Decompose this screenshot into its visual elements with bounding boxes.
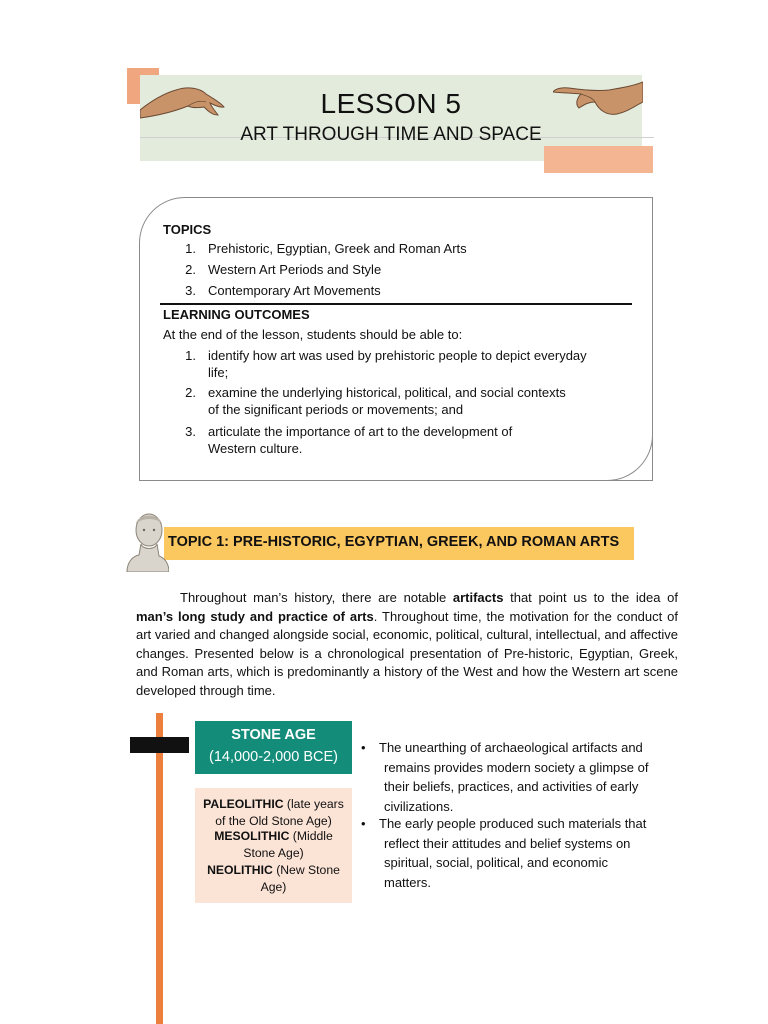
stone-age-box — [195, 721, 352, 774]
paragraph-emphasis: man’s long study and practice of arts — [136, 608, 374, 624]
paragraph-text: that point us to the idea of — [503, 590, 678, 605]
lesson-number: LESSON 5 — [320, 88, 462, 119]
period-desc: (Middle — [289, 829, 333, 843]
period-mesolithic — [195, 828, 352, 862]
outcome-item-line: examine the underlying historical, political, and social contexts — [208, 385, 566, 400]
bullet-line: matters. — [384, 874, 431, 890]
paragraph-emphasis: artifacts — [452, 590, 504, 605]
bullet-line: The early people produced such materials that — [379, 816, 647, 831]
bullet-line: remains provides modern society a glimpse of — [384, 759, 649, 775]
period-paleolithic — [195, 796, 352, 830]
outcome-item-number: 3. — [185, 424, 196, 439]
bullet-line: The unearthing of archaeological artifacts and — [379, 740, 643, 755]
paragraph-text: . Throughout time, the motivation for the conduct of art varied and changed alongside social, economic, political, cultural, intellectual, and affective changes. Presented below is a chronological presentation of Pre-historic, Egyptian, Greek, and Roman arts, which is predominantly a history of the West and how the Western art scene developed through time. — [136, 608, 678, 698]
topic-item-text: Contemporary Art Movements — [208, 283, 381, 298]
topic-item-number: 3. — [185, 283, 196, 298]
bullet-line: reflect their attitudes and belief systems on — [384, 835, 631, 851]
bullet-item — [360, 738, 680, 816]
header-decoration-right — [544, 146, 653, 173]
outcomes-intro: At the end of the lesson, students should be able to: — [163, 327, 463, 342]
period-desc: Age) — [260, 880, 287, 894]
outcome-item-line: of the significant periods or movements; and — [208, 402, 464, 417]
bullet-line: civilizations. — [384, 798, 454, 814]
bullet-line: their beliefs, practices, and activities of early — [384, 779, 639, 794]
bullet-item — [360, 814, 680, 892]
lesson-title: ART THROUGH TIME AND SPACE — [240, 124, 542, 145]
stone-age-range: (14,000-2,000 BCE) — [209, 749, 338, 765]
bullet-line: spiritual, social, political, and economic — [384, 855, 608, 870]
period-desc: of the Old Stone Age) — [215, 814, 332, 828]
outcome-item-line: Western culture. — [208, 441, 303, 456]
outcome-item-line: life; — [208, 365, 229, 380]
timeline-marker — [130, 737, 189, 753]
period-name: MESOLITHIC — [214, 829, 290, 843]
topic-item-text: Western Art Periods and Style — [208, 262, 382, 277]
period-name: NEOLITHIC — [207, 863, 273, 877]
bullet-dot: • — [361, 740, 366, 755]
outcomes-heading: LEARNING OUTCOMES — [163, 307, 310, 322]
topic-1-title: TOPIC 1: PRE-HISTORIC, EGYPTIAN, GREEK, AND ROMAN ARTS — [168, 534, 620, 550]
outcome-item-line: articulate the importance of art to the development of — [208, 424, 513, 439]
section-divider — [160, 303, 632, 305]
topic-item-text: Prehistoric, Egyptian, Greek and Roman Arts — [208, 241, 467, 256]
period-desc: (New Stone — [272, 863, 340, 877]
outcome-item-line: identify how art was used by prehistoric people to depict everyday — [208, 348, 587, 363]
timeline-line — [156, 713, 163, 1024]
period-neolithic — [195, 862, 352, 896]
topic-item-number: 2. — [185, 262, 196, 277]
outcome-item-number: 1. — [185, 348, 196, 363]
topic-item-number: 1. — [185, 241, 196, 256]
intro-paragraph — [136, 589, 678, 700]
stone-age-bullets — [360, 738, 680, 892]
topics-heading: TOPICS — [163, 222, 212, 237]
period-desc: Stone Age) — [243, 846, 304, 860]
outcome-item-number: 2. — [185, 385, 196, 400]
stone-age-periods-box — [195, 788, 352, 903]
david-bust-icon — [125, 510, 169, 572]
bullet-dot: • — [361, 816, 366, 831]
paragraph-text: Throughout man’s history, there are notable — [180, 590, 453, 605]
period-desc: (late years — [283, 797, 344, 811]
period-name: PALEOLITHIC — [203, 797, 284, 811]
stone-age-title: STONE AGE — [231, 727, 316, 743]
